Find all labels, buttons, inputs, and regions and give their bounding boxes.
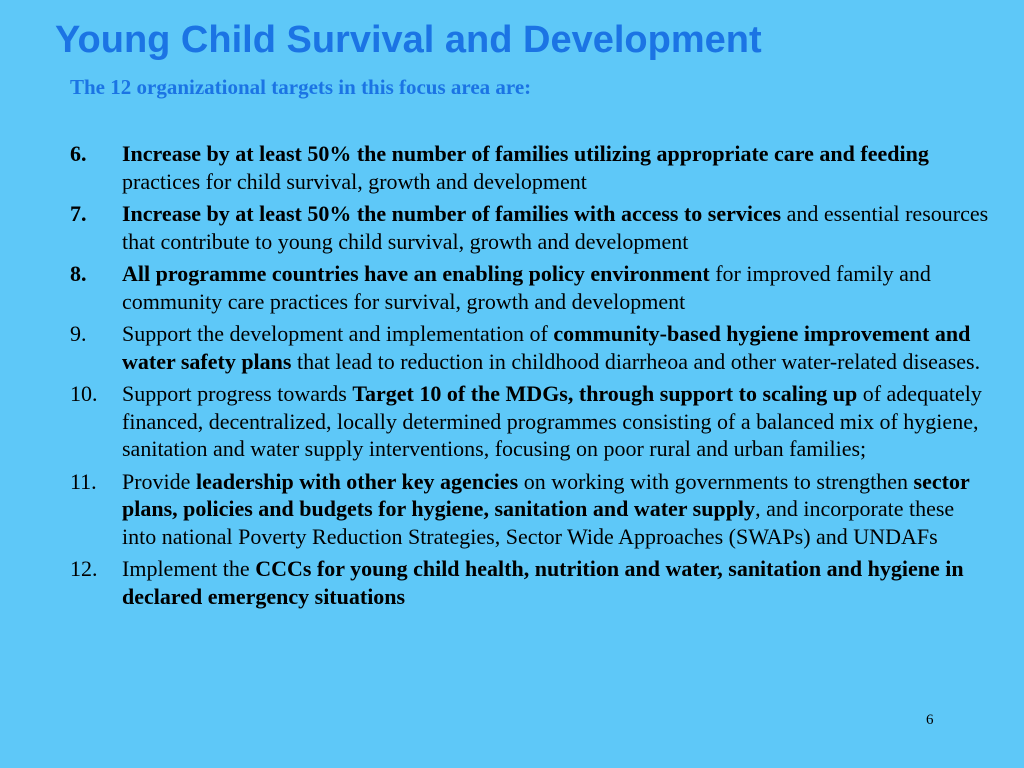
target-text-segment: Support the development and implementation of xyxy=(122,321,554,346)
page-number: 6 xyxy=(926,712,934,728)
target-number: 11. xyxy=(70,468,97,494)
target-text-bold-segment: All programme countries have an enabling policy environment xyxy=(122,261,710,286)
target-text-segment: practices for child survival, growth and development xyxy=(122,168,587,194)
target-number: 8. xyxy=(70,261,87,286)
target-text-bold-segment: Increase by at least 50% the number of families with access to services xyxy=(122,201,782,226)
target-item xyxy=(70,140,990,195)
target-text-segment: Provide xyxy=(122,468,196,494)
target-number: 9. xyxy=(70,321,87,346)
target-item xyxy=(70,380,990,463)
target-item xyxy=(70,260,990,315)
target-text-segment: on working with governments to strengthen xyxy=(518,468,914,494)
target-text xyxy=(122,320,990,375)
slide-subtitle: The 12 organizational targets in this focus area are: xyxy=(70,75,532,99)
target-text-bold-segment: community-based hygiene improvement and water safety plans xyxy=(122,321,971,374)
target-text-segment: , and incorporate these into national Poverty Reduction Strategies, Sector Wide Approaches (SWAPs) and UNDAFs xyxy=(122,496,955,549)
target-text-bold-segment: Target 10 of the MDGs, through support to scaling up xyxy=(352,381,858,406)
target-item xyxy=(70,555,990,610)
target-text-bold-segment: leadership with other key agencies xyxy=(195,468,519,494)
target-text-segment: of adequately financed, decentralized, locally determined programmes consisting of a balanced mix of hygiene, sanitation and water supply interventions, focusing on poor rural and urban families; xyxy=(122,381,982,461)
target-number: 12. xyxy=(70,556,98,581)
target-text-segment: that lead to reduction in childhood diarrheoa and other water-related diseases. xyxy=(291,348,981,374)
target-text xyxy=(122,140,990,195)
targets-list xyxy=(70,140,990,615)
target-text-bold-segment: sector plans, policies and budgets for hygiene, sanitation and water supply xyxy=(122,468,970,521)
target-text-bold-segment: CCCs for young child health, nutrition and water, sanitation and hygiene in declared emergency situations xyxy=(122,556,964,609)
target-text-bold-segment: Increase by at least 50% the number of families utilizing appropriate care and feeding xyxy=(122,141,929,166)
slide-title: Young Child Survival and Development xyxy=(55,19,762,61)
target-text xyxy=(122,200,990,255)
target-item xyxy=(70,468,990,551)
target-text xyxy=(122,555,990,610)
target-text-segment: Support progress towards xyxy=(122,381,353,406)
target-number: 6. xyxy=(70,141,87,166)
target-item xyxy=(70,200,990,255)
target-text xyxy=(122,380,990,463)
target-number: 7. xyxy=(70,201,87,226)
target-item xyxy=(70,320,990,375)
target-text xyxy=(122,260,990,315)
target-text-segment: and essential resources that contribute to young child survival, growth and development xyxy=(122,201,989,254)
target-text-segment: for improved family and community care practices for survival, growth and development xyxy=(122,261,931,314)
target-number: 10. xyxy=(70,381,98,406)
target-text xyxy=(122,468,990,551)
target-text-segment: Implement the xyxy=(122,556,256,581)
